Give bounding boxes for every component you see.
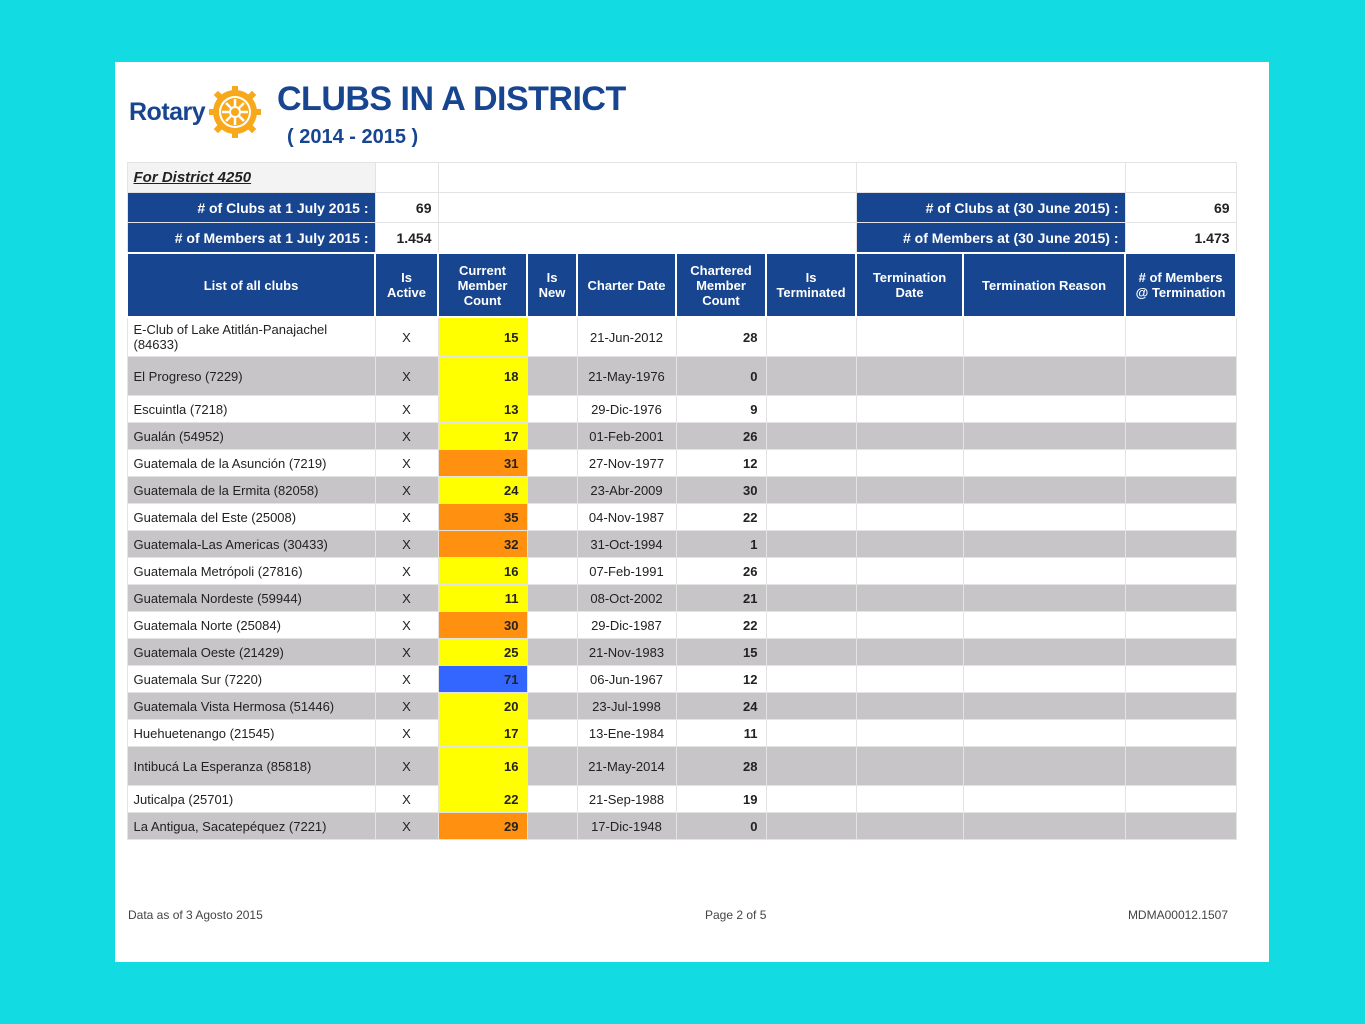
current-member-count: 16 <box>438 747 527 786</box>
members-termination-cell <box>1125 450 1236 477</box>
is-active-cell: X <box>375 317 438 357</box>
members-end-value: 1.473 <box>1125 223 1236 254</box>
termination-reason-cell <box>963 396 1125 423</box>
is-active-cell: X <box>375 813 438 840</box>
members-count-row <box>127 223 1236 254</box>
charter-date: 21-Jun-2012 <box>577 317 676 357</box>
table-row <box>127 786 1236 813</box>
chartered-member-count: 21 <box>676 585 766 612</box>
clubs-count-row <box>127 193 1236 223</box>
termination-reason-cell <box>963 558 1125 585</box>
col-header-termination-reason: Termination Reason <box>963 253 1125 317</box>
charter-date: 23-Jul-1998 <box>577 693 676 720</box>
table-row <box>127 666 1236 693</box>
termination-reason-cell <box>963 504 1125 531</box>
is-active-cell: X <box>375 531 438 558</box>
chartered-member-count: 22 <box>676 504 766 531</box>
members-termination-cell <box>1125 786 1236 813</box>
termination-date-cell <box>856 396 963 423</box>
current-member-count: 22 <box>438 786 527 813</box>
is-terminated-cell <box>766 747 856 786</box>
termination-reason-cell <box>963 585 1125 612</box>
members-termination-cell <box>1125 396 1236 423</box>
is-new-cell <box>527 585 577 612</box>
clubs-start-value: 69 <box>375 193 438 223</box>
table-row <box>127 813 1236 840</box>
members-termination-cell <box>1125 720 1236 747</box>
club-name: Guatemala Vista Hermosa (51446) <box>127 693 375 720</box>
chartered-member-count: 26 <box>676 423 766 450</box>
col-header-current-count: Current Member Count <box>438 253 527 317</box>
current-member-count: 29 <box>438 813 527 840</box>
termination-date-cell <box>856 786 963 813</box>
current-member-count: 17 <box>438 423 527 450</box>
termination-reason-cell <box>963 612 1125 639</box>
rotary-wheel-icon <box>209 86 261 138</box>
termination-date-cell <box>856 477 963 504</box>
termination-date-cell <box>856 747 963 786</box>
termination-reason-cell <box>963 720 1125 747</box>
is-terminated-cell <box>766 585 856 612</box>
is-new-cell <box>527 317 577 357</box>
current-member-count: 11 <box>438 585 527 612</box>
termination-date-cell <box>856 585 963 612</box>
rotary-logo <box>129 86 261 138</box>
clubs-end-label: # of Clubs at (30 June 2015) : <box>856 193 1125 223</box>
chartered-member-count: 11 <box>676 720 766 747</box>
is-new-cell <box>527 666 577 693</box>
members-termination-cell <box>1125 666 1236 693</box>
table-row <box>127 612 1236 639</box>
is-active-cell: X <box>375 357 438 396</box>
is-terminated-cell <box>766 504 856 531</box>
is-active-cell: X <box>375 747 438 786</box>
col-header-members-termination: # of Members @ Termination <box>1125 253 1236 317</box>
col-header-charter-date: Charter Date <box>577 253 676 317</box>
is-active-cell: X <box>375 666 438 693</box>
termination-reason-cell <box>963 531 1125 558</box>
is-active-cell: X <box>375 585 438 612</box>
termination-reason-cell <box>963 357 1125 396</box>
page-title: CLUBS IN A DISTRICT <box>277 80 626 118</box>
termination-reason-cell <box>963 813 1125 840</box>
table-row <box>127 423 1236 450</box>
chartered-member-count: 1 <box>676 531 766 558</box>
chartered-member-count: 26 <box>676 558 766 585</box>
members-termination-cell <box>1125 612 1236 639</box>
charter-date: 06-Jun-1967 <box>577 666 676 693</box>
chartered-member-count: 15 <box>676 639 766 666</box>
table-header <box>127 253 1236 317</box>
district-row <box>127 163 1236 193</box>
current-member-count: 17 <box>438 720 527 747</box>
members-termination-cell <box>1125 357 1236 396</box>
col-header-new: Is New <box>527 253 577 317</box>
club-name: El Progreso (7229) <box>127 357 375 396</box>
is-active-cell: X <box>375 639 438 666</box>
is-new-cell <box>527 477 577 504</box>
col-header-termination-date: Termination Date <box>856 253 963 317</box>
chartered-member-count: 28 <box>676 317 766 357</box>
members-termination-cell <box>1125 531 1236 558</box>
is-new-cell <box>527 423 577 450</box>
club-name: Huehuetenango (21545) <box>127 720 375 747</box>
col-header-chartered-count: Chartered Member Count <box>676 253 766 317</box>
table-row <box>127 504 1236 531</box>
termination-date-cell <box>856 558 963 585</box>
charter-date: 29-Dic-1987 <box>577 612 676 639</box>
is-new-cell <box>527 396 577 423</box>
table-row <box>127 450 1236 477</box>
is-new-cell <box>527 813 577 840</box>
charter-date: 07-Feb-1991 <box>577 558 676 585</box>
is-new-cell <box>527 531 577 558</box>
termination-date-cell <box>856 450 963 477</box>
members-termination-cell <box>1125 813 1236 840</box>
is-terminated-cell <box>766 396 856 423</box>
chartered-member-count: 12 <box>676 666 766 693</box>
club-name: Gualán (54952) <box>127 423 375 450</box>
current-member-count: 71 <box>438 666 527 693</box>
col-header-active: Is Active <box>375 253 438 317</box>
is-terminated-cell <box>766 693 856 720</box>
is-terminated-cell <box>766 558 856 585</box>
current-member-count: 25 <box>438 639 527 666</box>
page-subtitle: ( 2014 - 2015 ) <box>287 126 419 148</box>
current-member-count: 18 <box>438 357 527 396</box>
members-termination-cell <box>1125 558 1236 585</box>
members-termination-cell <box>1125 504 1236 531</box>
chartered-member-count: 9 <box>676 396 766 423</box>
table-row <box>127 477 1236 504</box>
table-row <box>127 639 1236 666</box>
chartered-member-count: 0 <box>676 357 766 396</box>
is-terminated-cell <box>766 357 856 396</box>
termination-date-cell <box>856 666 963 693</box>
is-new-cell <box>527 720 577 747</box>
chartered-member-count: 22 <box>676 612 766 639</box>
club-name: E-Club of Lake Atitlán-Panajachel (84633) <box>127 317 375 357</box>
is-terminated-cell <box>766 531 856 558</box>
report-page <box>115 62 1269 962</box>
charter-date: 23-Abr-2009 <box>577 477 676 504</box>
club-name: La Antigua, Sacatepéquez (7221) <box>127 813 375 840</box>
is-new-cell <box>527 450 577 477</box>
is-terminated-cell <box>766 477 856 504</box>
members-termination-cell <box>1125 639 1236 666</box>
members-termination-cell <box>1125 585 1236 612</box>
termination-reason-cell <box>963 477 1125 504</box>
is-terminated-cell <box>766 450 856 477</box>
termination-reason-cell <box>963 423 1125 450</box>
charter-date: 21-Sep-1988 <box>577 786 676 813</box>
club-name: Guatemala Metrópoli (27816) <box>127 558 375 585</box>
chartered-member-count: 28 <box>676 747 766 786</box>
is-new-cell <box>527 786 577 813</box>
table-row <box>127 558 1236 585</box>
chartered-member-count: 30 <box>676 477 766 504</box>
termination-reason-cell <box>963 747 1125 786</box>
is-new-cell <box>527 504 577 531</box>
is-active-cell: X <box>375 558 438 585</box>
is-active-cell: X <box>375 396 438 423</box>
current-member-count: 20 <box>438 693 527 720</box>
chartered-member-count: 0 <box>676 813 766 840</box>
col-header-terminated: Is Terminated <box>766 253 856 317</box>
club-name: Guatemala de la Ermita (82058) <box>127 477 375 504</box>
is-new-cell <box>527 558 577 585</box>
termination-date-cell <box>856 504 963 531</box>
charter-date: 21-Nov-1983 <box>577 639 676 666</box>
termination-date-cell <box>856 813 963 840</box>
is-active-cell: X <box>375 423 438 450</box>
termination-reason-cell <box>963 450 1125 477</box>
current-member-count: 16 <box>438 558 527 585</box>
charter-date: 13-Ene-1984 <box>577 720 676 747</box>
table-row <box>127 747 1236 786</box>
charter-date: 04-Nov-1987 <box>577 504 676 531</box>
termination-date-cell <box>856 693 963 720</box>
termination-date-cell <box>856 317 963 357</box>
table-row <box>127 531 1236 558</box>
is-active-cell: X <box>375 612 438 639</box>
is-terminated-cell <box>766 666 856 693</box>
charter-date: 27-Nov-1977 <box>577 450 676 477</box>
is-terminated-cell <box>766 639 856 666</box>
is-active-cell: X <box>375 504 438 531</box>
footer-page-number: Page 2 of 5 <box>705 908 767 922</box>
table-row <box>127 720 1236 747</box>
club-name: Guatemala-Las Americas (30433) <box>127 531 375 558</box>
current-member-count: 32 <box>438 531 527 558</box>
district-label: For District 4250 <box>127 163 375 193</box>
members-start-value: 1.454 <box>375 223 438 254</box>
table-row <box>127 396 1236 423</box>
termination-reason-cell <box>963 317 1125 357</box>
is-new-cell <box>527 639 577 666</box>
club-name: Guatemala Sur (7220) <box>127 666 375 693</box>
club-name: Guatemala Oeste (21429) <box>127 639 375 666</box>
col-header-club: List of all clubs <box>127 253 375 317</box>
footer-doc-code: MDMA00012.1507 <box>1127 908 1228 922</box>
current-member-count: 30 <box>438 612 527 639</box>
is-new-cell <box>527 747 577 786</box>
is-terminated-cell <box>766 786 856 813</box>
is-active-cell: X <box>375 450 438 477</box>
members-termination-cell <box>1125 693 1236 720</box>
termination-date-cell <box>856 612 963 639</box>
charter-date: 29-Dic-1976 <box>577 396 676 423</box>
current-member-count: 35 <box>438 504 527 531</box>
club-name: Guatemala Norte (25084) <box>127 612 375 639</box>
is-terminated-cell <box>766 423 856 450</box>
termination-reason-cell <box>963 666 1125 693</box>
club-name: Juticalpa (25701) <box>127 786 375 813</box>
clubs-start-label: # of Clubs at 1 July 2015 : <box>127 193 375 223</box>
current-member-count: 31 <box>438 450 527 477</box>
chartered-member-count: 24 <box>676 693 766 720</box>
club-name: Guatemala Nordeste (59944) <box>127 585 375 612</box>
members-termination-cell <box>1125 747 1236 786</box>
is-terminated-cell <box>766 612 856 639</box>
current-member-count: 15 <box>438 317 527 357</box>
club-name: Escuintla (7218) <box>127 396 375 423</box>
termination-reason-cell <box>963 639 1125 666</box>
charter-date: 31-Oct-1994 <box>577 531 676 558</box>
current-member-count: 24 <box>438 477 527 504</box>
is-new-cell <box>527 357 577 396</box>
clubs-table <box>126 162 1237 840</box>
termination-date-cell <box>856 720 963 747</box>
charter-date: 01-Feb-2001 <box>577 423 676 450</box>
is-terminated-cell <box>766 720 856 747</box>
table-row <box>127 585 1236 612</box>
termination-date-cell <box>856 357 963 396</box>
club-name: Guatemala del Este (25008) <box>127 504 375 531</box>
club-rows <box>127 317 1236 840</box>
is-terminated-cell <box>766 813 856 840</box>
footer-data-date: Data as of 3 Agosto 2015 <box>128 908 263 922</box>
members-termination-cell <box>1125 477 1236 504</box>
is-new-cell <box>527 612 577 639</box>
current-member-count: 13 <box>438 396 527 423</box>
charter-date: 21-May-1976 <box>577 357 676 396</box>
termination-date-cell <box>856 531 963 558</box>
is-new-cell <box>527 693 577 720</box>
charter-date: 21-May-2014 <box>577 747 676 786</box>
is-active-cell: X <box>375 693 438 720</box>
members-end-label: # of Members at (30 June 2015) : <box>856 223 1125 254</box>
is-active-cell: X <box>375 477 438 504</box>
club-name: Intibucá La Esperanza (85818) <box>127 747 375 786</box>
members-start-label: # of Members at 1 July 2015 : <box>127 223 375 254</box>
members-termination-cell <box>1125 423 1236 450</box>
table-row <box>127 357 1236 396</box>
termination-reason-cell <box>963 786 1125 813</box>
is-active-cell: X <box>375 720 438 747</box>
table-row <box>127 317 1236 357</box>
table-row <box>127 693 1236 720</box>
chartered-member-count: 12 <box>676 450 766 477</box>
charter-date: 17-Dic-1948 <box>577 813 676 840</box>
logo-text: Rotary <box>129 97 206 126</box>
charter-date: 08-Oct-2002 <box>577 585 676 612</box>
chartered-member-count: 19 <box>676 786 766 813</box>
termination-date-cell <box>856 423 963 450</box>
club-name: Guatemala de la Asunción (7219) <box>127 450 375 477</box>
members-termination-cell <box>1125 317 1236 357</box>
termination-date-cell <box>856 639 963 666</box>
is-terminated-cell <box>766 317 856 357</box>
clubs-end-value: 69 <box>1125 193 1236 223</box>
is-active-cell: X <box>375 786 438 813</box>
termination-reason-cell <box>963 693 1125 720</box>
